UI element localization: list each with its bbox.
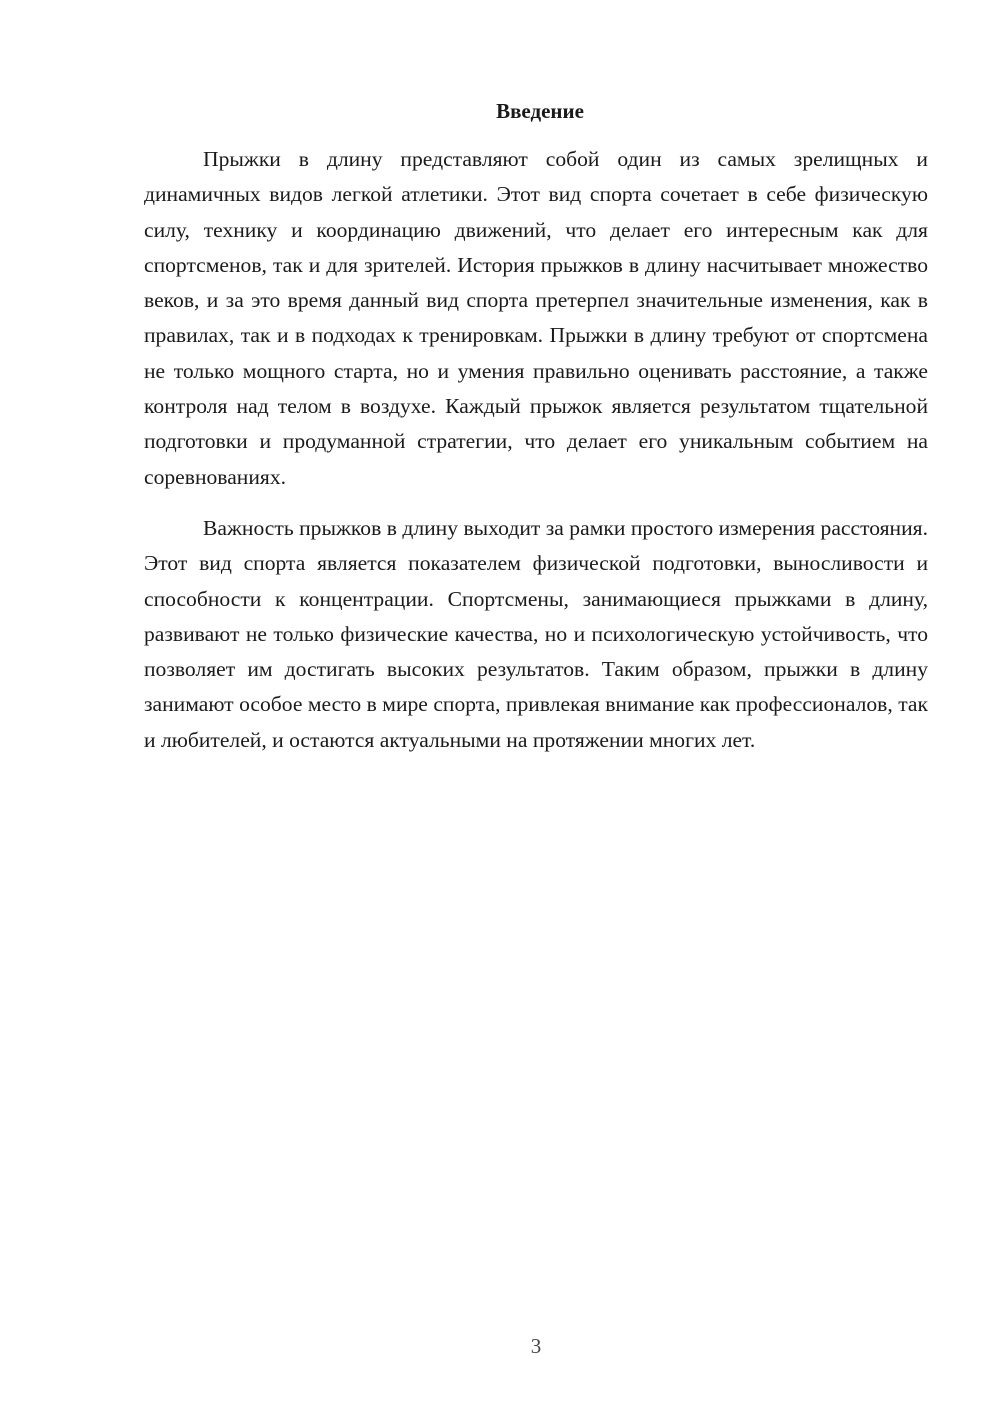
- page-number: 3: [530, 1334, 542, 1358]
- paragraph-importance: Важность прыжков в длину выходит за рамки простого измерения расстояния. Этот вид спорта является показателем физической подготовки, выносливости и способности к концентрации. Спортсмены, занимающиеся прыжками в длину, развивают не только физические качества, но и психологическую устойчивость, что позволяет им достигать высоких результатов. Таким образом, прыжки в длину занимают особое место в мире спорта, привлекая внимание как профессионалов, так и любителей, и остаются актуальными на протяжении многих лет.: [144, 515, 928, 752]
- section-title: Введение: [496, 99, 584, 123]
- page-content: [144, 96, 928, 758]
- paragraph-intro: Прыжки в длину представляют собой один из самых зрелищных и динамичных видов легкой атлетики. Этот вид спорта сочетает в себе физическую силу, технику и координацию движений, что делает его интересным как для спортсменов, так и для зрителей. История прыжков в длину насчитывает множество веков, и за это время данный вид спорта претерпел значительные изменения, как в правилах, так и в подходах к тренировкам. Прыжки в длину требуют от спортсмена не только мощного старта, но и умения правильно оценивать расстояние, а также контроля над телом в воздухе. Каждый прыжок является результатом тщательной подготовки и продуманной стратегии, что делает его уникальным событием на соревнованиях.: [144, 147, 928, 489]
